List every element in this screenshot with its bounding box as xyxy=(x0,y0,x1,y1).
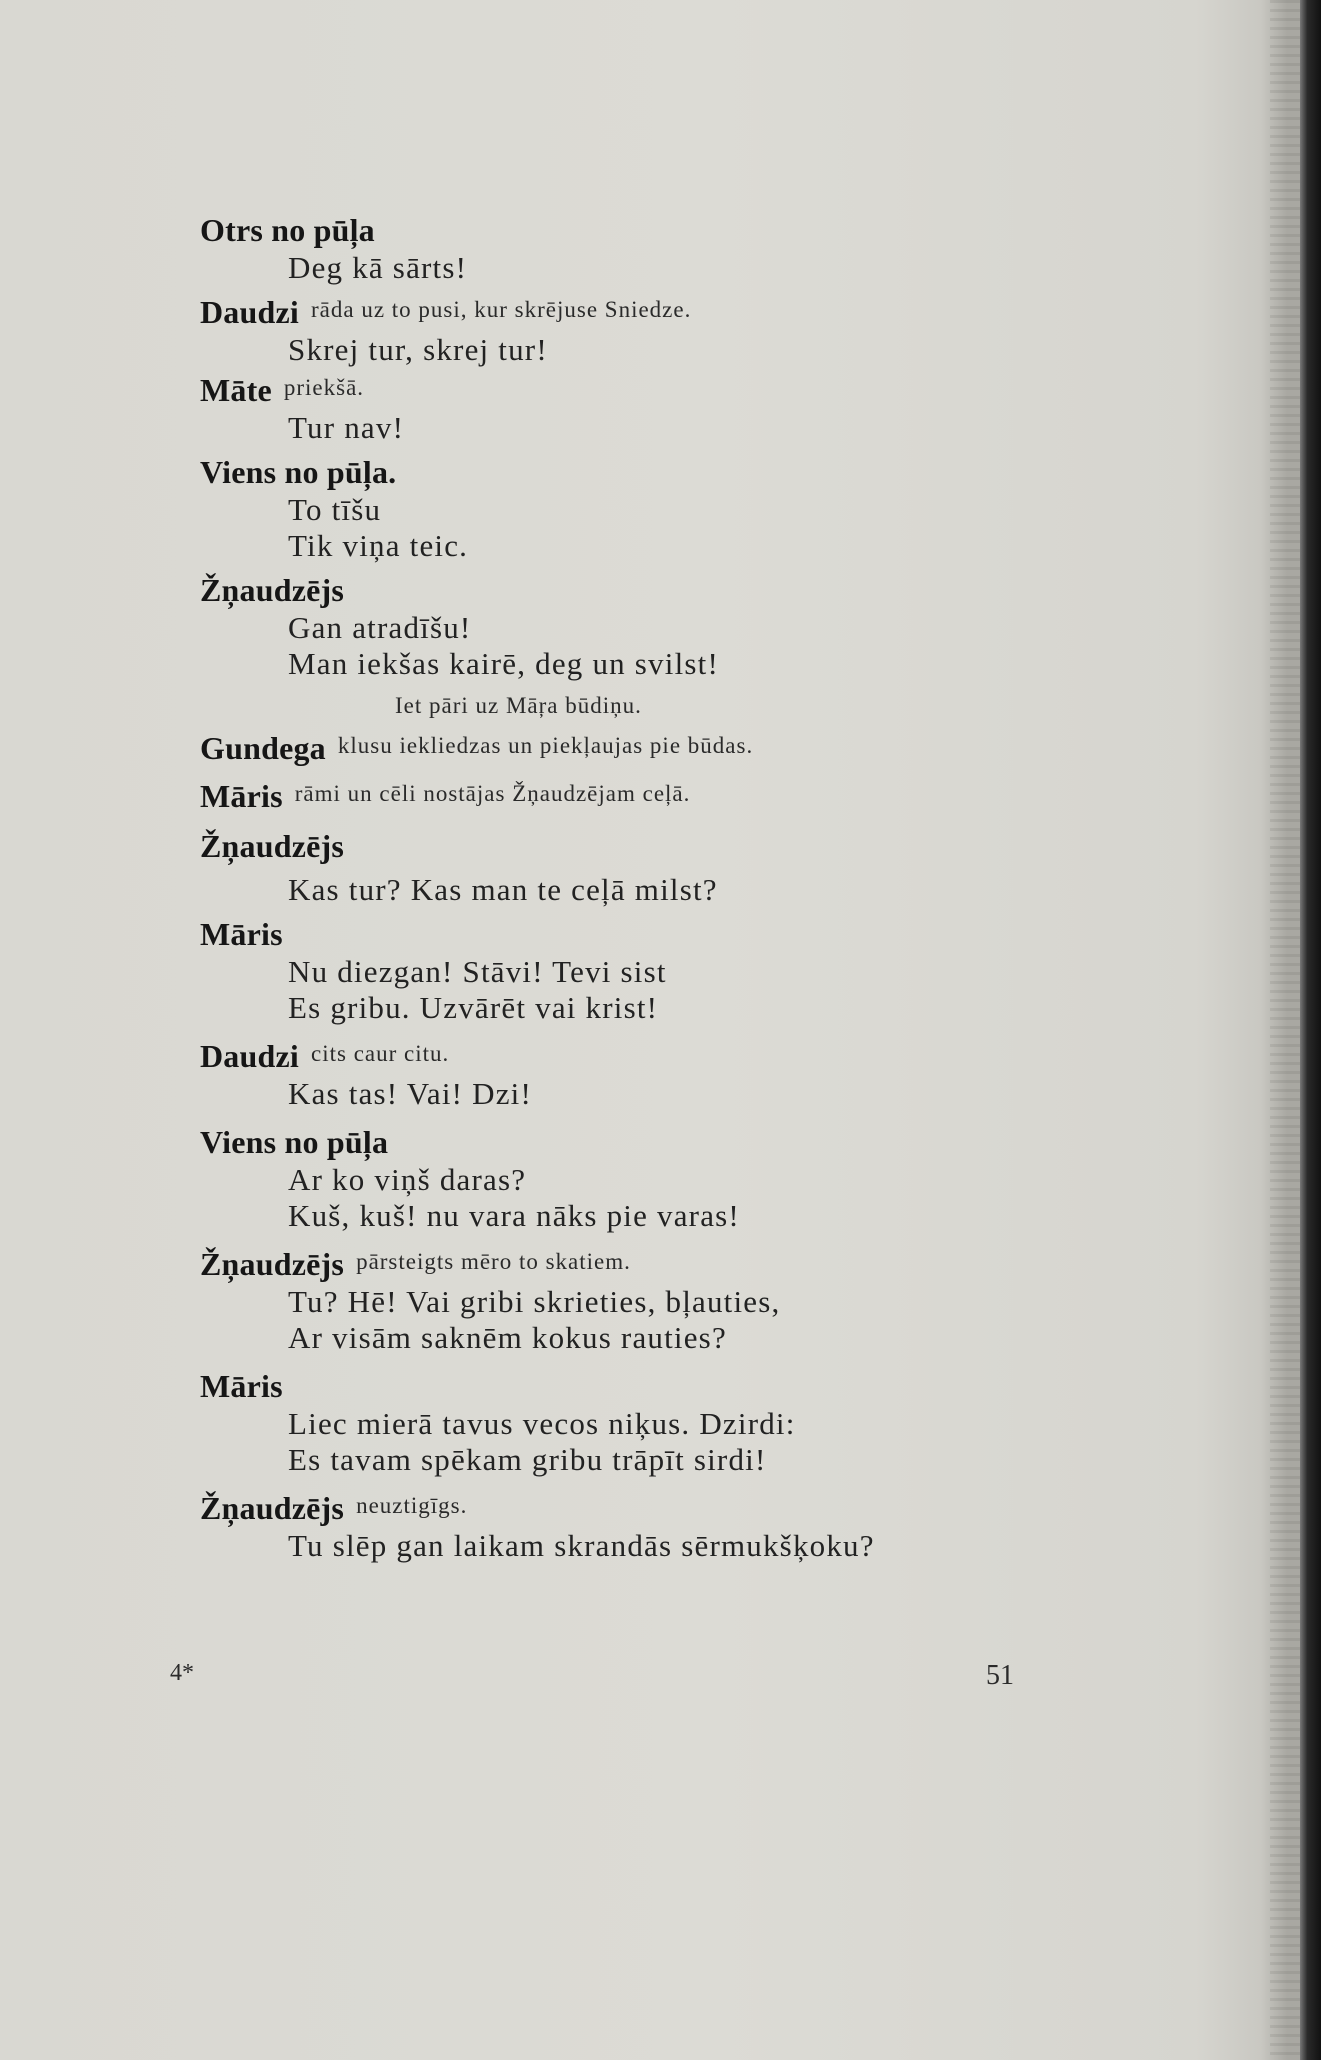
dialogue-block xyxy=(200,570,1080,682)
binding-edge xyxy=(1300,0,1321,2060)
dialogue-block xyxy=(200,1122,1080,1234)
stage-direction: rāda uz to pusi, kur skrējuse Sniedze. xyxy=(311,297,692,322)
speaker-name: Māris xyxy=(200,916,283,952)
verse-line: Tu slēp gan laikam skrandās sērmukšķoku? xyxy=(288,1528,875,1563)
dialogue-block xyxy=(200,1244,1080,1356)
dialogue-block xyxy=(200,452,1080,564)
dialogue-block xyxy=(200,1036,1080,1112)
page-gutter xyxy=(1270,0,1300,2060)
stage-direction-block xyxy=(200,686,1080,726)
verse-line: Liec mierā tavus vecos niķus. Dzirdi: xyxy=(288,1406,796,1441)
dialogue-block xyxy=(200,1366,1080,1478)
dialogue-block xyxy=(200,1488,1080,1564)
speaker-name: Žņaudzējs xyxy=(200,828,345,864)
speaker-name: Māris xyxy=(200,1368,283,1404)
dialogue-block xyxy=(200,210,1080,286)
verse-line: Kuš, kuš! nu vara nāks pie varas! xyxy=(288,1198,740,1233)
dialogue-block xyxy=(200,914,1080,1026)
speaker-name: Žņaudzējs xyxy=(200,572,345,608)
verse-line: Skrej tur, skrej tur! xyxy=(288,332,548,367)
verse-line: Ar ko viņš daras? xyxy=(288,1162,527,1197)
verse-line: Tik viņa teic. xyxy=(288,528,469,563)
verse-line: Man iekšas kairē, deg un svilst! xyxy=(288,646,719,681)
verse-line: Es gribu. Uzvārēt vai krist! xyxy=(288,990,659,1025)
speaker-name: Otrs no pūļa xyxy=(200,212,375,248)
signature-mark: 4* xyxy=(170,1660,194,1686)
verse-line: Nu diezgan! Stāvi! Tevi sist xyxy=(288,954,667,989)
speaker-name: Daudzi xyxy=(200,294,299,330)
dialogue-block xyxy=(200,826,1080,908)
verse-line: Tu? Hē! Vai gribi skrieties, bļauties, xyxy=(288,1284,781,1319)
verse-line: Deg kā sārts! xyxy=(288,250,468,285)
dialogue-block xyxy=(200,370,1080,446)
speaker-name: Māris xyxy=(200,778,283,814)
verse-line: To tīšu xyxy=(288,492,382,527)
speaker-name: Žņaudzējs xyxy=(200,1246,345,1282)
speaker-name: Māte xyxy=(200,372,272,408)
verse-line: Ar visām saknēm kokus rauties? xyxy=(288,1320,727,1355)
dialogue-block xyxy=(200,728,1080,768)
stage-direction: rāmi un cēli nostājas Žņaudzējam ceļā. xyxy=(294,781,691,806)
speaker-name: Viens no pūļa xyxy=(200,1124,389,1160)
speaker-name: Daudzi xyxy=(200,1038,299,1074)
stage-direction: priekšā. xyxy=(283,375,365,400)
play-text xyxy=(200,210,1080,1564)
dialogue-block xyxy=(200,776,1080,816)
stage-direction: cits caur citu. xyxy=(311,1041,450,1066)
verse-line: Tur nav! xyxy=(288,410,405,445)
page-number: 51 xyxy=(986,1660,1014,1691)
stage-direction: Iet pāri uz Māŗa būdiņu. xyxy=(395,693,642,718)
verse-line: Es tavam spēkam gribu trāpīt sirdi! xyxy=(288,1442,767,1477)
stage-direction: pārsteigts mēro to skatiem. xyxy=(356,1249,631,1274)
speaker-name: Gundega xyxy=(200,730,326,766)
verse-line: Kas tur? Kas man te ceļā milst? xyxy=(288,872,718,907)
speaker-name: Žņaudzējs xyxy=(200,1490,345,1526)
dialogue-block xyxy=(200,292,1080,368)
stage-direction: klusu iekliedzas un piekļaujas pie būdas. xyxy=(337,733,754,758)
speaker-name: Viens no pūļa. xyxy=(200,454,397,490)
stage-direction: neuztigīgs. xyxy=(356,1493,468,1518)
verse-line: Kas tas! Vai! Dzi! xyxy=(288,1076,532,1111)
verse-line: Gan atradīšu! xyxy=(288,610,472,645)
